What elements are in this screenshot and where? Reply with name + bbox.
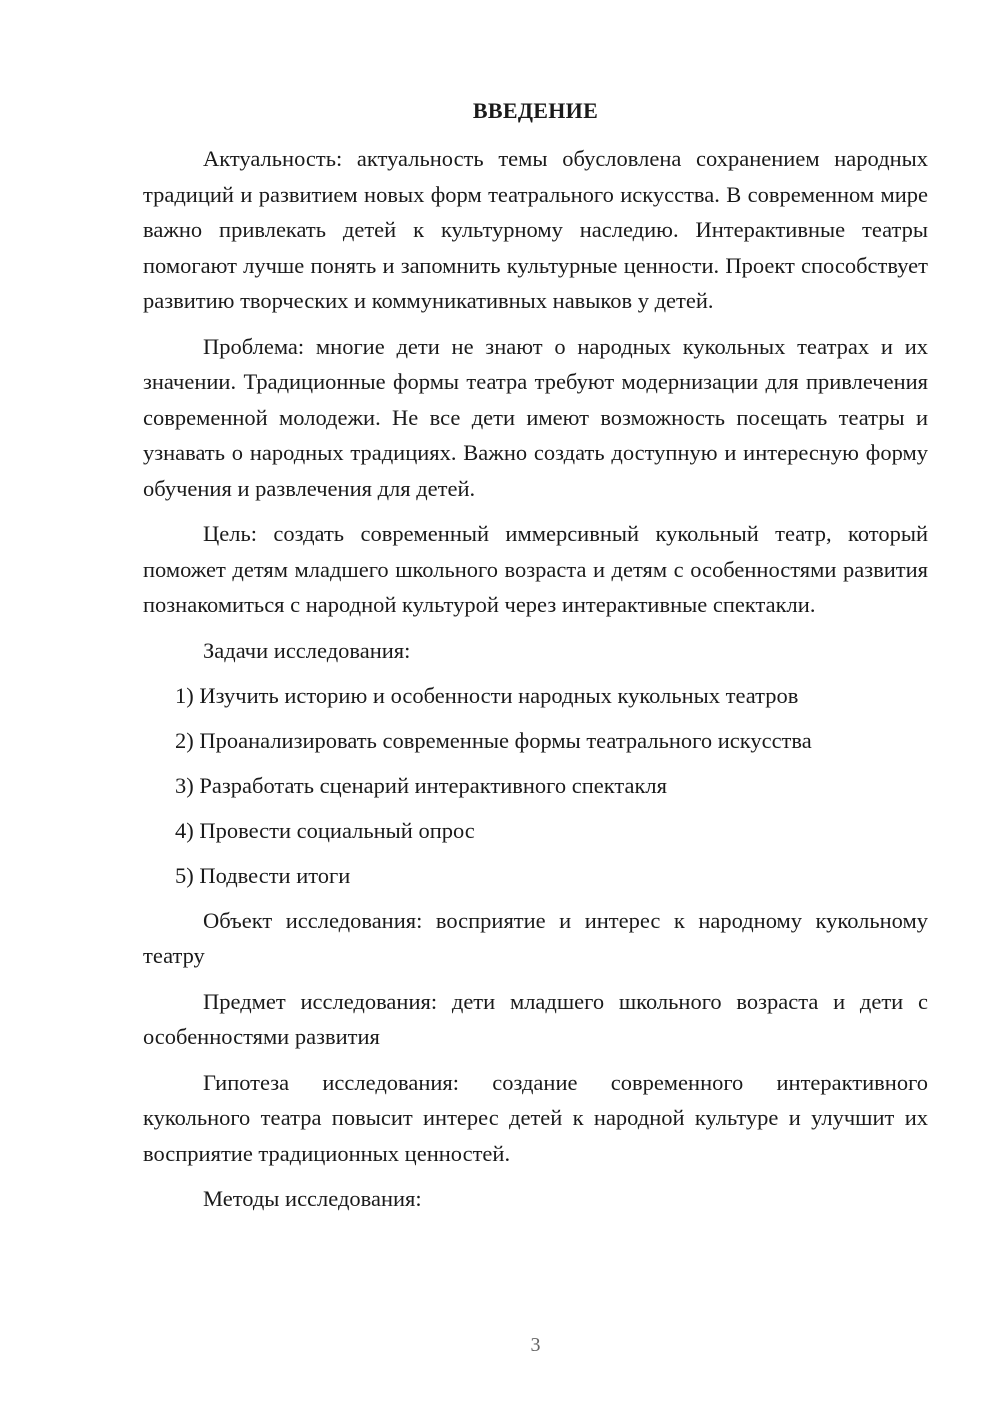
paragraph-hypothesis: Гипотеза исследования: создание современного интерактивного кукольного театра повысит интерес детей к народной культуре и улучшит их восприятие традиционных ценностей. xyxy=(143,1069,928,1166)
page-title: ВВЕДЕНИЕ xyxy=(472,98,599,123)
tasks-list xyxy=(143,678,928,894)
document-body xyxy=(143,141,928,1226)
paragraph-relevance: Актуальность: актуальность темы обусловлена сохранением народных традиций и развитием новых форм театрального искусства. В современном мире важно привлекать детей к культурному наследию. Интерактивные театры помогают лучше понять и запомнить культурные ценности. Проект способствует развитию творческих и коммуникативных навыков у детей. xyxy=(143,146,928,313)
paragraph-subject: Предмет исследования: дети младшего школьного возраста и дети с особенностями развития xyxy=(143,988,928,1049)
methods-heading: Методы исследования: xyxy=(203,1186,422,1211)
list-item: 3) Разработать сценарий интерактивного спектакля xyxy=(175,772,667,798)
list-item: 4) Провести социальный опрос xyxy=(175,817,475,843)
list-item: 5) Подвести итоги xyxy=(175,862,351,888)
paragraph-object: Объект исследования: восприятие и интерес к народному кукольному театру xyxy=(143,907,928,968)
document-page xyxy=(143,0,928,1414)
tasks-heading: Задачи исследования: xyxy=(203,637,411,663)
page-number: 3 xyxy=(530,1334,541,1356)
paragraph-problem: Проблема: многие дети не знают о народных кукольных театрах и их значении. Традиционные формы театра требуют модернизации для привлечения современной молодежи. Не все дети имеют возможность посещать театры и узнавать о народных традициях. Важно создать доступную и интересную форму обучения и развлечения для детей. xyxy=(143,333,928,501)
list-item: 1) Изучить историю и особенности народных кукольных театров xyxy=(175,682,799,708)
paragraph-goal: Цель: создать современный иммерсивный кукольный театр, который поможет детям младшего школьного возраста и детям с особенностями развития познакомиться с народной культурой через интерактивные спектакли. xyxy=(143,521,928,617)
list-item: 2) Проанализировать современные формы театрального искусства xyxy=(175,727,812,753)
